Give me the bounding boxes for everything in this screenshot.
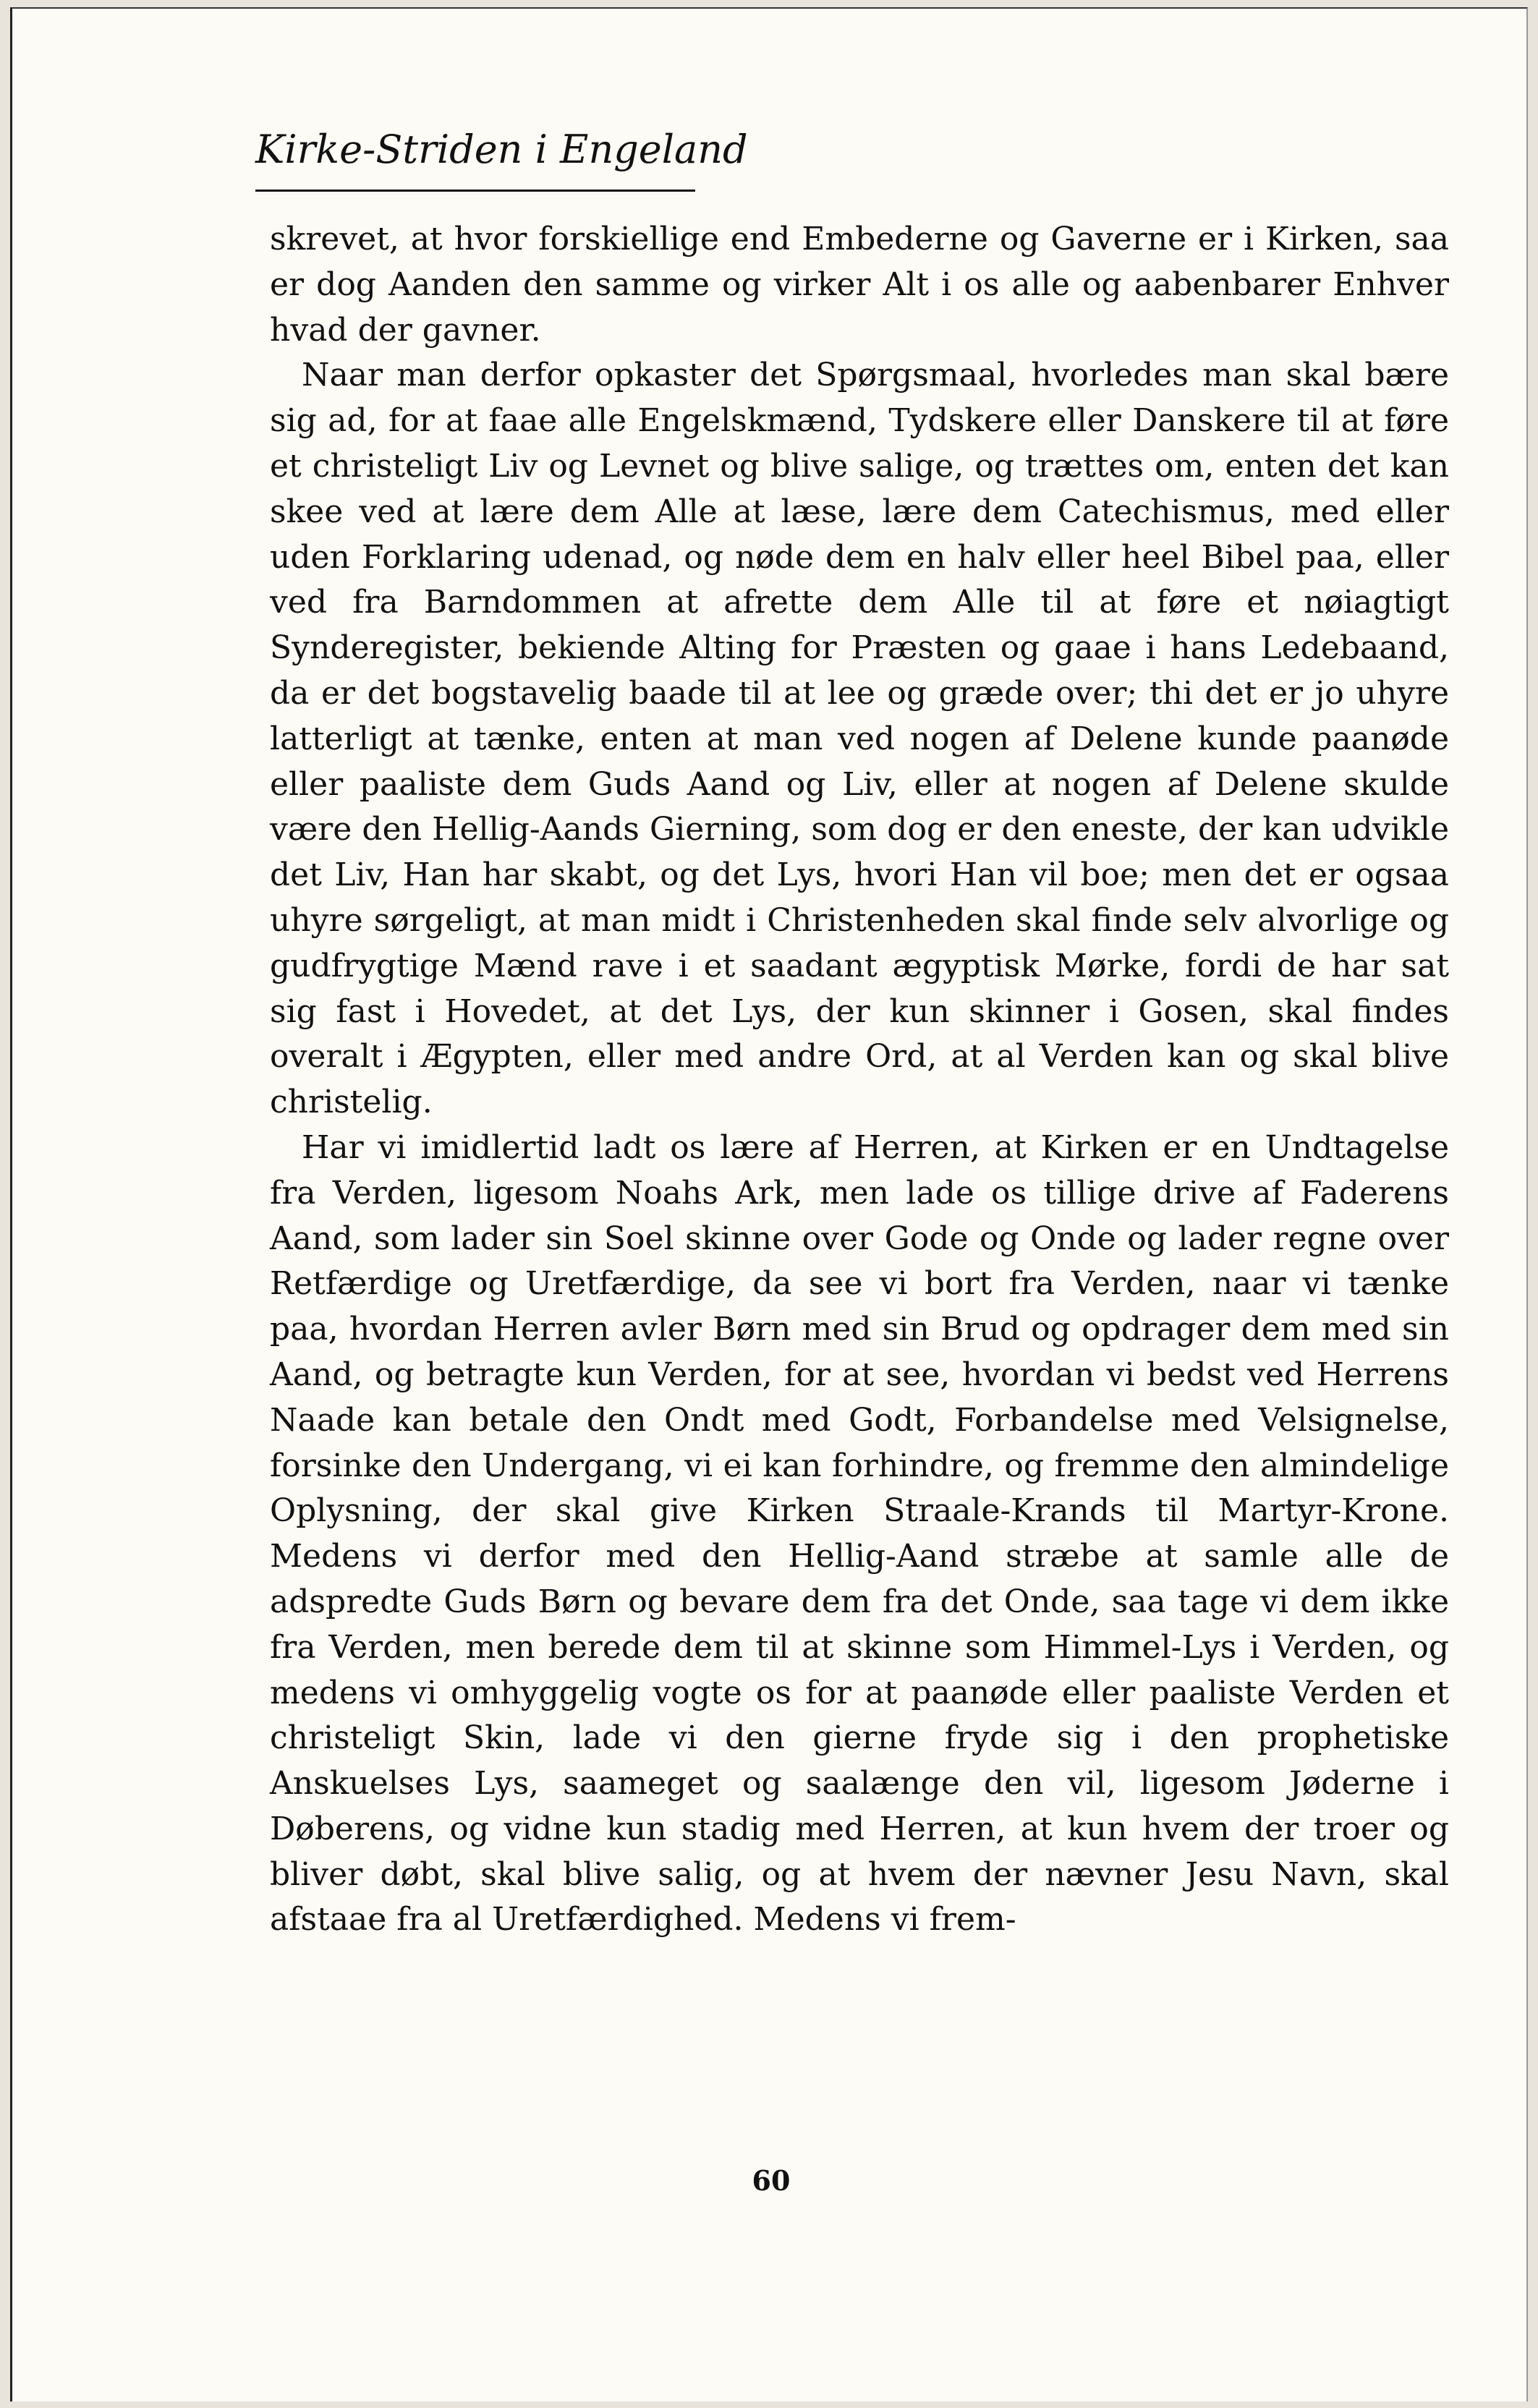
book-page (10, 7, 1528, 2401)
running-title: Kirke-Striden i Engeland (255, 127, 748, 172)
paragraph-1: skrevet, at hvor forskiellige end Embederne og Gaverne er i Kirken, saa er dog Aanden den samme og virker Alt i os alle og aabenbarer Enhver hvad der gavner. (270, 221, 1449, 349)
paragraph-3: Har vi imidlertid ladt os lære af Herren, at Kirken er en Undtagelse fra Verden, ligesom Noahs Ark, men lade os tillige drive af Faderens Aand, som lader sin Soel skinne over Gode og Onde og lader regne over Retfærdige og Uretfærdige, da see vi bort fra Verden, naar vi tænke paa, hvordan Herren avler Børn med sin Brud og opdrager dem med sin Aand, og betragte kun Verden, for at see, hvordan vi bedst ved Herrens Naade kan betale den Ondt med Godt, Forbandelse med Velsignelse, forsinke den Undergang, vi ei kan forhindre, og fremme den almindelige Oplysning, der skal give Kirken Straale-Krands til Martyr-Krone. Medens vi derfor med den Hellig-Aand stræbe at samle alle de adspredte Guds Børn og bevare dem fra det Onde, saa tage vi dem ikke fra Verden, men berede dem til at skinne som Himmel-Lys i Verden, og medens vi omhyggelig vogte os for at paanøde eller paaliste Verden et christeligt Skin, lade vi den gierne fryde sig i den prophetiske Anskuelses Lys, saameget og saalænge den vil, ligesom Jøderne i Døberens, og vidne kun stadig med Herren, at kun hvem der troer og bliver døbt, skal blive salig, og at hvem der nævner Jesu Navn, skal afstaae fra al Uretfærdighed. Medens vi frem- (270, 1128, 1449, 1939)
paragraph-2: Naar man derfor opkaster det Spørgsmaal, hvorledes man skal bære sig ad, for at faae alle Engelskmænd, Tydskere eller Danskere til at føre et christeligt Liv og Levnet og blive salige, og trættes om, enten det kan skee ved at lære dem Alle at læse, lære dem Catechismus, med eller uden Forklaring udenad, og nøde dem en halv eller heel Bibel paa, eller ved fra Barndommen at afrette dem Alle til at føre et nøiagtigt Synderegister, bekiende Alting for Præsten og gaae i hans Ledebaand, da er det bogstavelig baade til at lee og græde over; thi det er jo uhyre latterligt at tænke, enten at man ved nogen af Delene kunde paanøde eller paaliste dem Guds Aand og Liv, eller at nogen af Delene skulde være den Hellig-Aands Gierning, som dog er den eneste, der kan udvikle det Liv, Han har skabt, og det Lys, hvori Han vil boe; men det er ogsaa uhyre sørgeligt, at man midt i Christenheden skal finde selv alvorlige og gudfrygtige Mænd rave i et saadant ægyptisk Mørke, fordi de har sat sig fast i Hovedet, at det Lys, der kun skinner i Gosen, skal findes overalt i Ægypten, eller med andre Ord, at al Verden kan og skal blive christelig. (270, 357, 1449, 1121)
header-rule (255, 190, 695, 192)
body-text (270, 217, 1449, 1943)
page-number: 60 (752, 2164, 791, 2197)
